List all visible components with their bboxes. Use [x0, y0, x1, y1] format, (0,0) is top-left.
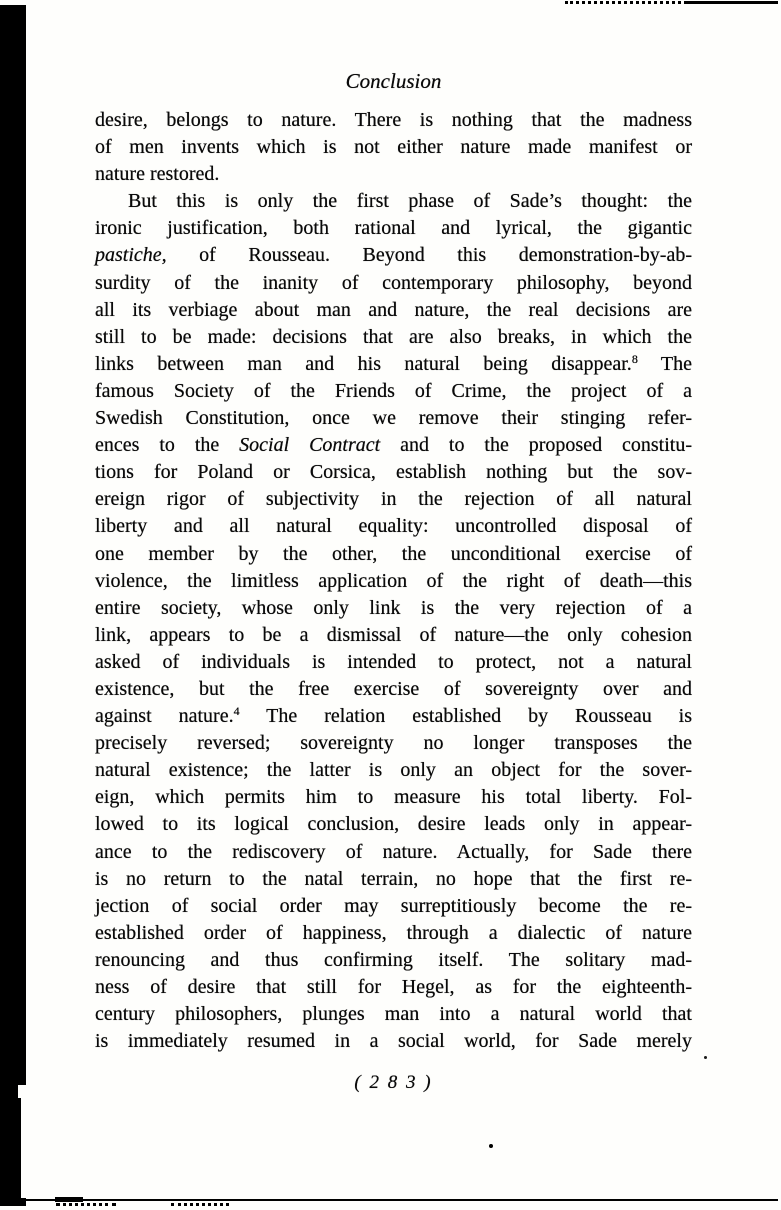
text-segment: one member by the other, the unconditional exercise of [95, 542, 692, 565]
text-segment: and to the proposed constitu- [380, 434, 692, 457]
text-line [95, 513, 692, 540]
text-segment: natural existence; the latter is only an object for the sover- [95, 759, 692, 782]
italic-phrase: Social Contract [239, 434, 381, 457]
text-line [95, 297, 692, 324]
bottom-dotted-segment [56, 1203, 116, 1206]
text-segment: against nature. [95, 705, 234, 728]
text-segment: violence, the limitless application of the right of death—this [95, 569, 692, 592]
text-segment: renouncing and thus confirming itself. The solitary mad- [95, 948, 692, 971]
text-segment: link, appears to be a dismissal of nature—the only cohesion [95, 623, 692, 646]
text-line [95, 351, 692, 378]
text-segment: is immediately resumed in a social world, for Sade merely [95, 1030, 692, 1053]
text-line [95, 270, 692, 297]
text-segment: ironic justification, both rational and lyrical, the gigantic [95, 217, 692, 240]
text-line [95, 107, 692, 134]
bottom-edge-blob [55, 1197, 83, 1202]
text-line [95, 730, 692, 757]
text-line [95, 432, 692, 459]
text-line [95, 622, 692, 649]
text-line [95, 161, 692, 188]
scan-spine-notch [18, 1085, 26, 1098]
text-segment: established order of happiness, through a dialectic of nature [95, 921, 692, 944]
text-line [95, 215, 692, 242]
bottom-edge-line [14, 1199, 778, 1201]
text-segment: But this is only the first phase of Sade’s thought: the [128, 190, 692, 213]
text-line [95, 757, 692, 784]
text-line [95, 811, 692, 838]
text-line [95, 405, 692, 432]
text-line [95, 324, 692, 351]
text-line [95, 703, 692, 730]
top-solid-line [687, 1, 778, 4]
scan-spine-bar [0, 5, 26, 1206]
text-segment: ness of desire that still for Hegel, as for the eighteenth- [95, 976, 692, 998]
text-line [95, 459, 692, 486]
text-block [95, 107, 692, 1055]
text-segment: eign, which permits him to measure his total liberty. Fol- [95, 786, 692, 809]
text-segment: all its verbiage about man and nature, the real decisions are [95, 298, 692, 321]
text-segment: asked of individuals is intended to protect, not a natural [95, 650, 692, 673]
text-line [95, 947, 692, 974]
top-dotted-line [565, 1, 687, 4]
bottom-dotted-segment [171, 1203, 229, 1206]
text-line [95, 974, 692, 1001]
text-line [95, 541, 692, 568]
footnote-reference: 4 [233, 704, 240, 719]
text-line [95, 595, 692, 622]
text-segment: existence, but the free exercise of sovereignty over and [95, 677, 692, 700]
text-line [95, 784, 692, 811]
text-line [95, 134, 692, 161]
text-segment: desire, belongs to nature. There is nothing that the madness [95, 109, 692, 131]
text-line [95, 893, 692, 920]
text-segment: tions for Poland or Corsica, establish nothing but the sov- [95, 461, 692, 484]
text-segment: liberty and all natural equality: uncontrolled disposal of [95, 515, 692, 538]
text-segment: Swedish Constitution, once we remove their stinging refer- [95, 407, 692, 430]
italic-phrase: pastiche, [95, 244, 167, 267]
text-line [95, 242, 692, 269]
text-segment: lowed to its logical conclusion, desire leads only in appear- [95, 813, 692, 836]
text-segment: The [637, 352, 692, 375]
scan-spine-taper [21, 1098, 26, 1198]
text-segment: jection of social order may surreptitiously become the re- [95, 894, 692, 917]
text-segment: entire society, whose only link is the very rejection of a [95, 596, 692, 619]
text-segment: ences to the [95, 434, 240, 457]
scan-speck [704, 1056, 707, 1059]
text-line [95, 839, 692, 866]
text-segment: ance to the rediscovery of nature. Actually, for Sade there [95, 840, 692, 863]
text-segment: famous Society of the Friends of Crime, the project of a [95, 379, 692, 402]
text-segment: of Rousseau. Beyond this demonstration-by-ab- [166, 244, 692, 267]
running-head: Conclusion [345, 69, 442, 93]
text-segment: is no return to the natal terrain, no hope that the first re- [95, 867, 692, 890]
text-segment: The relation established by Rousseau is [239, 705, 692, 728]
text-line [95, 378, 692, 405]
text-line [95, 1028, 692, 1055]
text-segment: precisely reversed; sovereignty no longer transposes the [95, 732, 692, 755]
text-line [95, 649, 692, 676]
page-number: ( 2 8 3 ) [354, 1072, 433, 1093]
text-segment: nature restored. [95, 163, 220, 186]
text-line [95, 568, 692, 595]
text-segment: of men invents which is not either nature made manifest or [95, 136, 692, 159]
text-segment: surdity of the inanity of contemporary philosophy, beyond [95, 271, 692, 294]
text-line [95, 676, 692, 703]
text-line [95, 188, 692, 215]
text-segment: still to be made: decisions that are also breaks, in which the [95, 325, 692, 348]
footnote-reference: 8 [631, 351, 638, 366]
text-line [95, 486, 692, 513]
scan-speck [489, 1144, 493, 1148]
text-segment: links between man and his natural being disappear. [95, 352, 632, 375]
text-line [95, 1001, 692, 1028]
text-line [95, 866, 692, 893]
text-line [95, 920, 692, 947]
text-segment: ereign rigor of subjectivity in the rejection of all natural [95, 488, 692, 511]
text-segment: century philosophers, plunges man into a natural world that [95, 1003, 692, 1026]
